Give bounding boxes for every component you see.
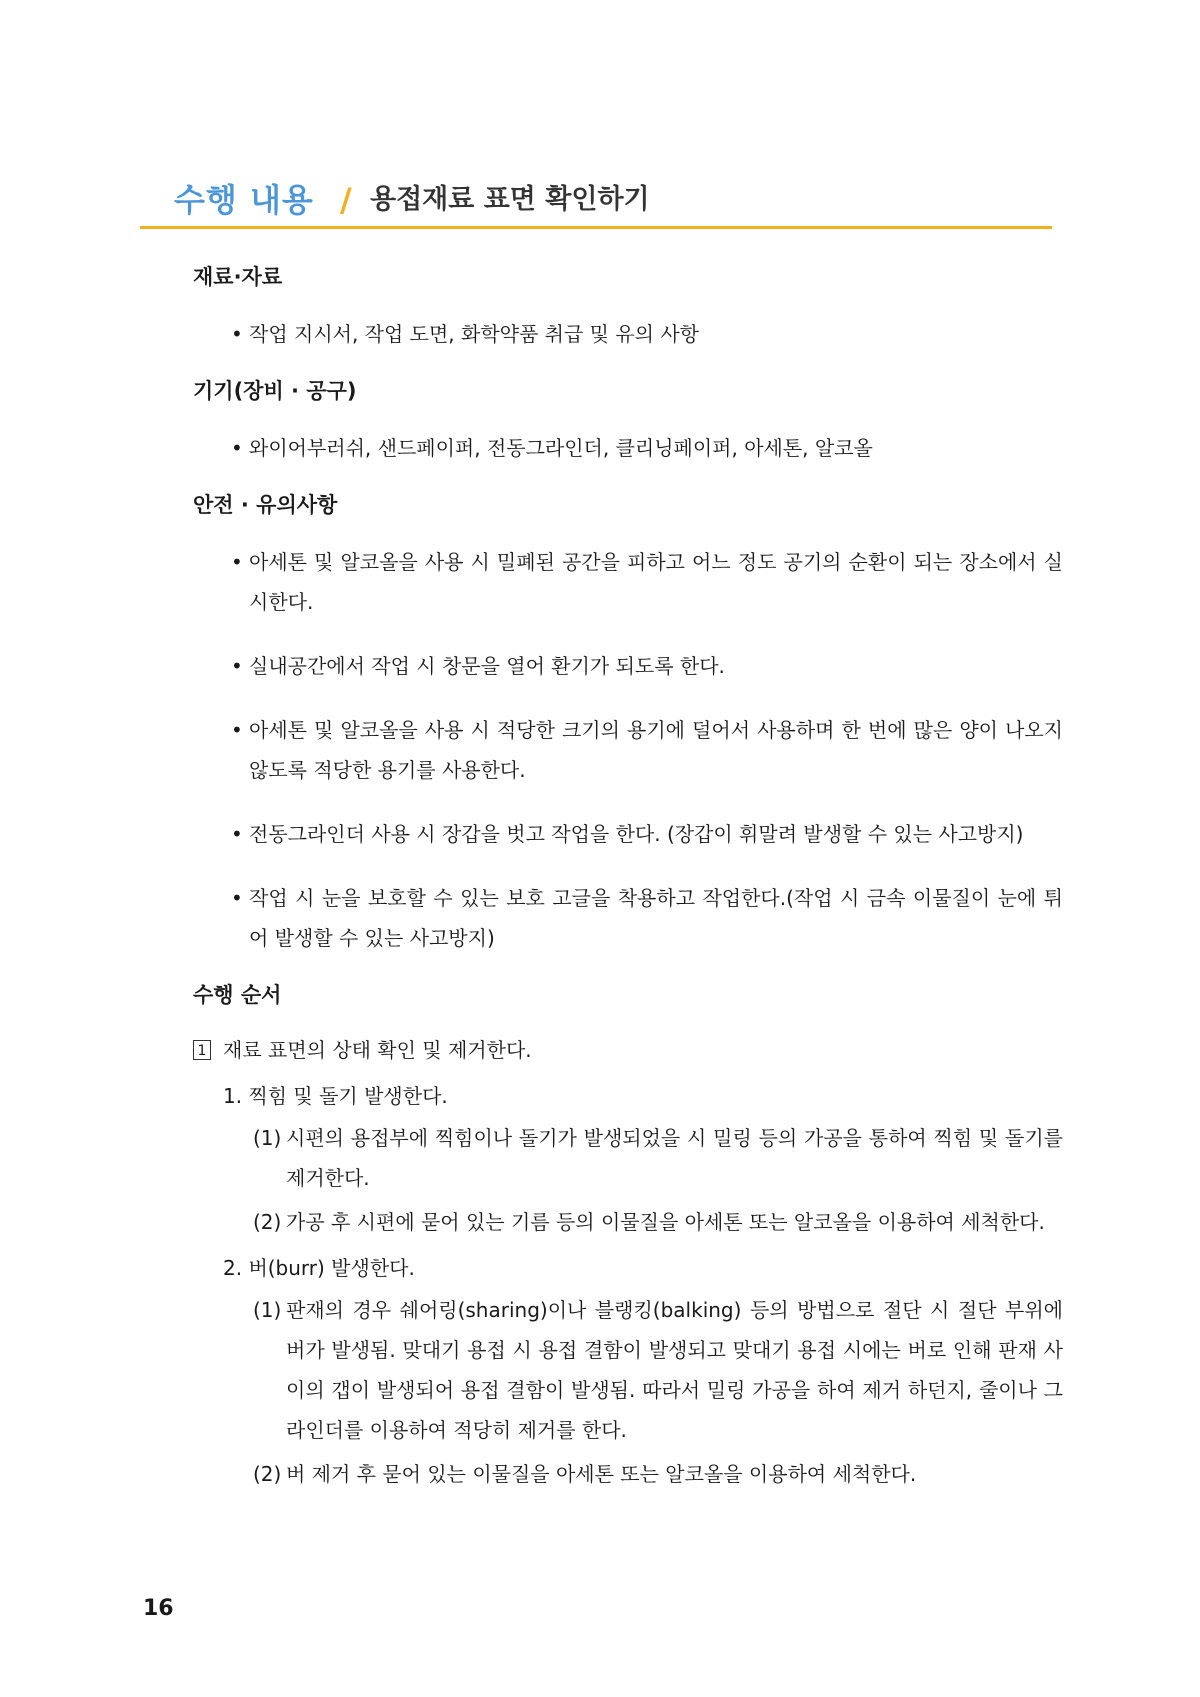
procedure-step: 1 재료 표면의 상태 확인 및 제거한다. (193, 1032, 1063, 1068)
list-item: • 실내공간에서 작업 시 창문을 열어 환기가 되도록 한다. (193, 646, 1063, 686)
procedure-heading: 수행 순서 (193, 983, 282, 1007)
list-item: • 아세톤 및 알코올을 사용 시 밀폐된 공간을 피하고 어느 정도 공기의 순환이 되는 장소에서 실시한다. (193, 542, 1063, 622)
page-title: 용접재료 표면 확인하기 (370, 184, 650, 215)
bullet-icon: • (231, 322, 243, 346)
sub-step-item: (1) 판재의 경우 쉐어링(sharing)이나 블랭킹(balking) 등의 방법으로 절단 시 절단 부위에 버가 발생됨. 맞대기 용접 시 용접 결함이 발생되고 맞대기 용접 시에는 버로 인해 판재 사이의 갭이 발생되어 용접 결함이 발생됨. 따라서 밀링 가공을 하여 제거 하던지, 줄이나 그라인더를 이용하여 적당히 제거를 한다. (253, 1298, 1063, 1442)
bullet-icon: • (231, 436, 243, 460)
list-item: • 작업 시 눈을 보호할 수 있는 보호 고글을 착용하고 작업한다.(작업 시 금속 이물질이 눈에 튀어 발생할 수 있는 사고방지) (193, 878, 1063, 958)
step-number-box: 1 (193, 1040, 211, 1060)
section-header (140, 178, 1052, 228)
bullet-icon: • (231, 822, 243, 846)
materials-heading: 재료·자료 (193, 265, 283, 289)
safety-heading: 안전 · 유의사항 (193, 493, 338, 517)
sub-step-title: 2. 버(burr) 발생한다. (223, 1256, 415, 1280)
list-item: • 아세톤 및 알코올을 사용 시 적당한 크기의 용기에 덜어서 사용하며 한 번에 많은 양이 나오지 않도록 적당한 용기를 사용한다. (193, 710, 1063, 790)
sub-step-item: (2) 버 제거 후 묻어 있는 이물질을 아세톤 또는 알코올을 이용하여 세척한다. (253, 1462, 917, 1486)
sub-step-item: (1) 시편의 용접부에 찍힘이나 돌기가 발생되었을 시 밀링 등의 가공을 통하여 찍힘 및 돌기를 제거한다. (253, 1126, 1063, 1190)
page-number: 16 (143, 1596, 174, 1621)
header-slash: / (340, 181, 352, 219)
bullet-icon: • (231, 654, 243, 678)
bullet-icon: • (231, 550, 243, 574)
bullet-icon: • (231, 718, 243, 742)
header-label: 수행 내용 (174, 181, 314, 219)
sub-step-title: 1. 찍힘 및 돌기 발생한다. (223, 1084, 448, 1108)
list-item: • 전동그라인더 사용 시 장갑을 벗고 작업을 한다. (장갑이 휘말려 발생할 수 있는 사고방지) (193, 814, 1063, 854)
list-item: • 와이어부러쉬, 샌드페이퍼, 전동그라인더, 클리닝페이퍼, 아세톤, 알코올 (193, 428, 1063, 468)
sub-step-item: (2) 가공 후 시편에 묻어 있는 기름 등의 이물질을 아세톤 또는 알코올을 이용하여 세척한다. (253, 1210, 1045, 1234)
document-body (193, 262, 1063, 1494)
equipment-heading: 기기(장비 · 공구) (193, 379, 357, 403)
list-item: • 작업 지시서, 작업 도면, 화학약품 취급 및 유의 사항 (193, 314, 1063, 354)
bullet-icon: • (231, 886, 243, 910)
header-divider (140, 226, 1052, 229)
